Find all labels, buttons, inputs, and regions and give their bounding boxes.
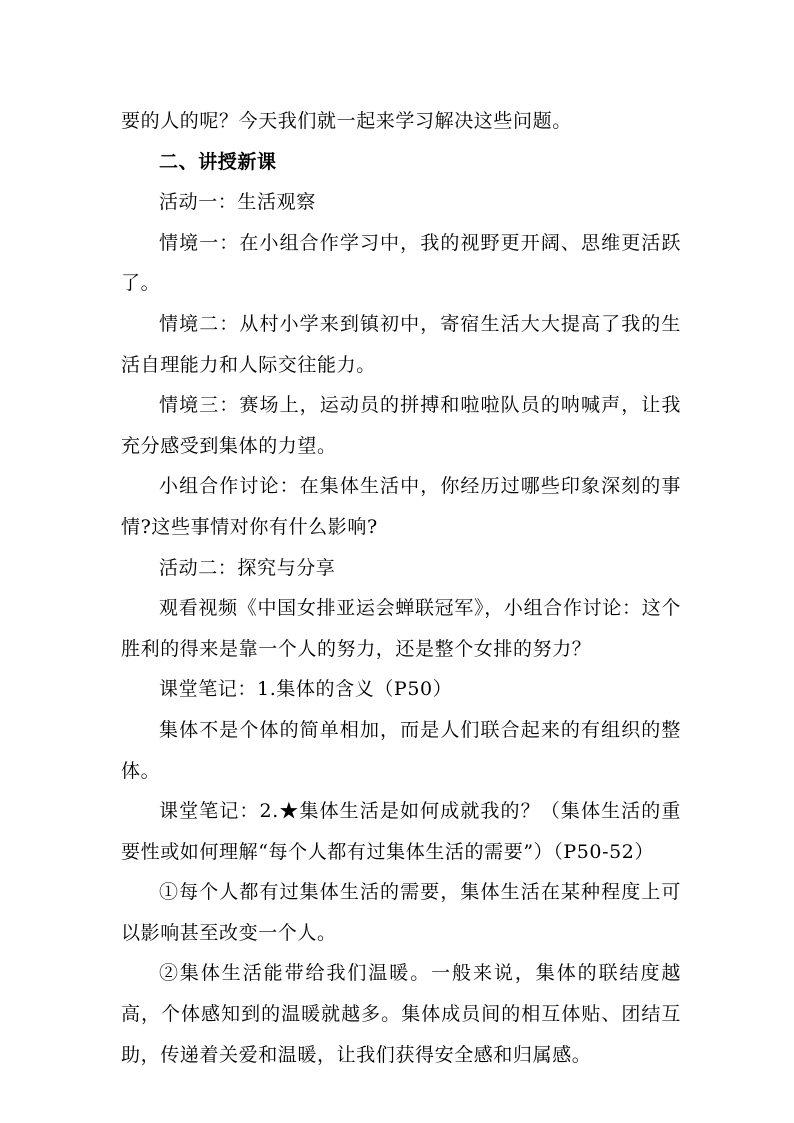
group-discussion-question: 小组合作讨论：在集体生活中，你经历过哪些印象深刻的事情?这些事情对你有什么影响?	[121, 475, 681, 538]
section-heading: 二、讲授新课	[159, 150, 277, 173]
paragraph-continuation: 要的人的呢？今天我们就一起来学习解决这些问题。	[121, 110, 572, 132]
collective-definition: 集体不是个体的简单相加，而是人们联合起来的有组织的整体。	[121, 718, 681, 782]
scenario-three: 情境三：赛场上，运动员的拼搏和啦啦队员的呐喊声，让我充分感受到集体的力望。	[121, 394, 681, 457]
video-discussion: 观看视频《中国女排亚运会蝉联冠军》，小组合作讨论：这个胜利的得来是靠一个人的努力，还是整个女排的努力？	[121, 597, 681, 660]
activity-one-title: 活动一：生活观察	[159, 191, 316, 214]
point-two: ②集体生活能带给我们温暖。一般来说，集体的联结度越高，个体感知到的温暖就越多。集体成员间的相互体贴、团结互助，传递着关爱和温暖，让我们获得安全感和归属感。	[121, 962, 681, 1066]
point-one: ①每个人都有过集体生活的需要，集体生活在某种程度上可以影响甚至改变一个人。	[121, 881, 681, 944]
scenario-two: 情境二：从村小学来到镇初中，寄宿生活大大提高了我的生活自理能力和人际交往能力。	[121, 312, 681, 376]
scenario-one: 情境一：在小组合作学习中，我的视野更开阔、思维更活跃了。	[121, 231, 681, 295]
class-note-one: 课堂笔记：1.集体的含义（P50）	[159, 678, 453, 701]
document-body	[121, 101, 681, 1075]
class-note-two: 课堂笔记：2.★集体生活是如何成就我的？（集体生活的重要性或如何理解“每个人都有过集体生活的需要”）（P50-52）	[121, 800, 681, 863]
activity-two-title: 活动二：探究与分享	[159, 556, 336, 579]
